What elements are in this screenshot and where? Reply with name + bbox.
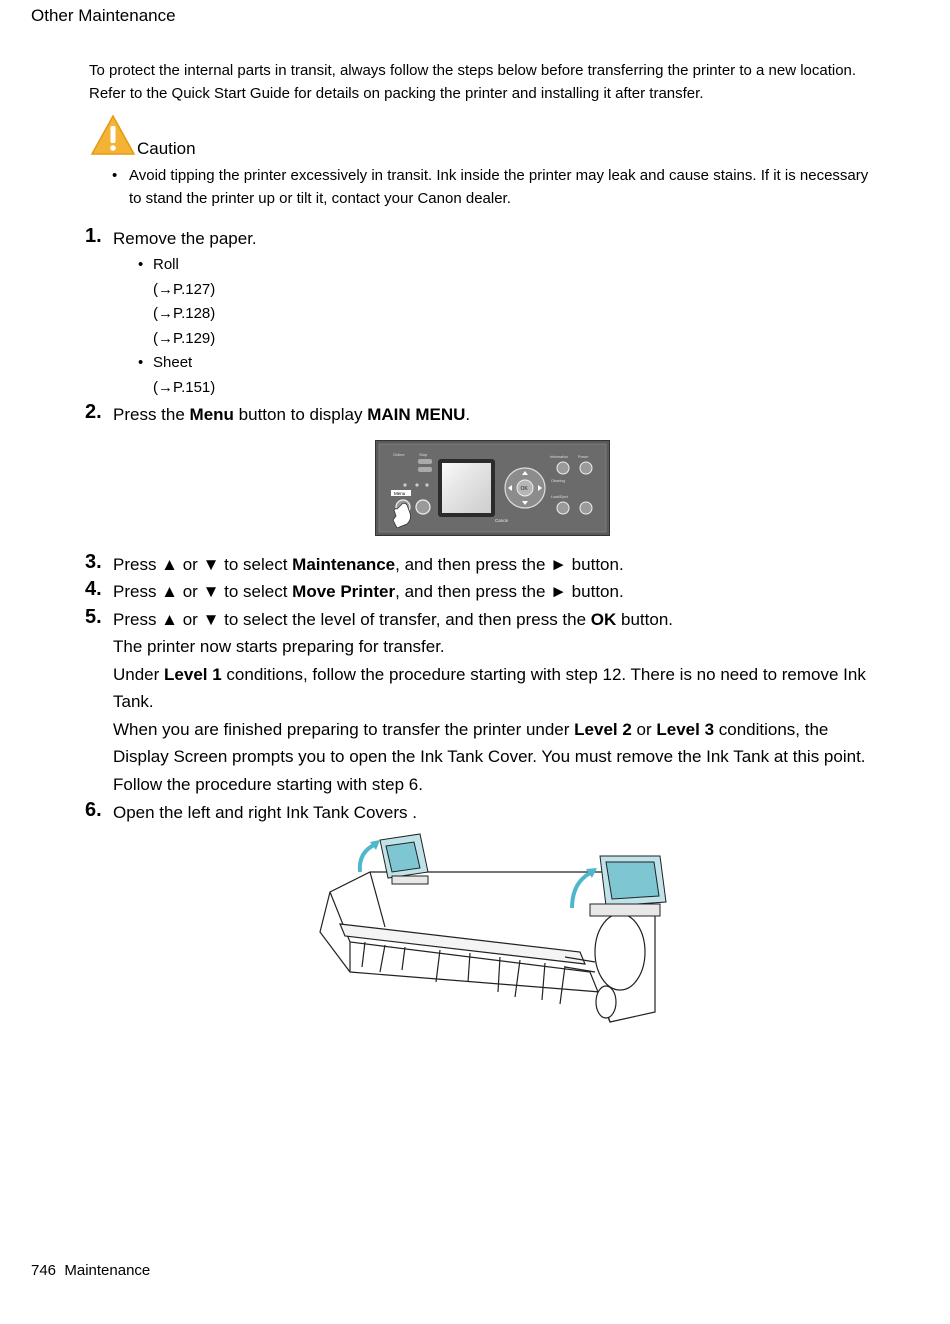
svg-text:Information: Information bbox=[550, 455, 568, 459]
step-5-details bbox=[113, 633, 883, 798]
warning-triangle-icon bbox=[90, 114, 136, 156]
step-text: Open the left and right Ink Tank Covers . bbox=[113, 803, 417, 822]
step-5-line-1: The printer now starts preparing for transfer. bbox=[113, 637, 445, 656]
page-reference-link[interactable]: (→P.127) bbox=[153, 280, 216, 298]
step-text: Press ▲ or ▼ to select the level of transfer, and then press the OK button. bbox=[113, 610, 673, 629]
page-header-section: Other Maintenance bbox=[31, 6, 176, 25]
step-5-line-2: Under Level 1 conditions, follow the procedure starting with step 12. There is no need to remove Ink Tank. bbox=[113, 664, 866, 711]
svg-text:Cleaning: Cleaning bbox=[551, 479, 566, 483]
step-text: Press ▲ or ▼ to select Maintenance, and then press the ► button. bbox=[113, 555, 624, 574]
step-text: Remove the paper. bbox=[113, 229, 257, 248]
control-panel-illustration bbox=[375, 440, 610, 536]
list-item-sheet: • Sheet bbox=[138, 354, 193, 371]
footer-section: Maintenance bbox=[64, 1262, 151, 1279]
caution-bullet-text: Avoid tipping the printer excessively in transit. Ink inside the printer may leak and cause stains. If it is necessary to stand the printer up or tilt it, contact your Canon dealer. bbox=[129, 167, 869, 207]
open-arrow-icon bbox=[360, 844, 376, 872]
svg-text:Power: Power bbox=[578, 455, 589, 459]
page-reference-link[interactable]: (→P.151) bbox=[153, 378, 216, 396]
svg-text:Load/Eject: Load/Eject bbox=[551, 495, 568, 499]
svg-text:OK: OK bbox=[520, 486, 528, 492]
page-reference-link[interactable]: (→P.129) bbox=[153, 329, 216, 347]
svg-text:Stop: Stop bbox=[419, 452, 428, 457]
step-5-line-3: When you are finished preparing to transfer the printer under Level 2 or Level 3 conditions, the Display Screen prompts you to open the Ink Tank Cover. You must remove the Ink Tank at this point. Follow the procedure starting with step 6. bbox=[113, 719, 866, 794]
step-text: Press the Menu button to display MAIN MENU. bbox=[113, 405, 471, 424]
page-number: 746 bbox=[31, 1262, 57, 1279]
step-number: 2. bbox=[85, 401, 102, 423]
page-reference-link[interactable]: (→P.128) bbox=[153, 305, 216, 322]
svg-text:Canon: Canon bbox=[495, 518, 509, 523]
caution-bullet bbox=[112, 164, 872, 210]
step-number: 4. bbox=[85, 578, 102, 600]
page-footer bbox=[31, 1262, 150, 1279]
caution-body bbox=[112, 164, 872, 210]
svg-text:Online: Online bbox=[393, 452, 405, 457]
roll-label: Roll bbox=[153, 256, 179, 273]
step-number: 5. bbox=[85, 606, 102, 628]
printer-ink-tank-covers-illustration bbox=[310, 832, 670, 1032]
step-text: Press ▲ or ▼ to select Move Printer, and then press the ► button. bbox=[113, 582, 624, 601]
svg-text:Menu: Menu bbox=[394, 491, 406, 496]
sheet-label: Sheet bbox=[153, 354, 193, 371]
bullet-dot: • bbox=[112, 167, 118, 184]
paper-type-list bbox=[138, 253, 215, 400]
step-number: 6. bbox=[85, 799, 102, 821]
step-number: 3. bbox=[85, 551, 102, 573]
step-number: 1. bbox=[85, 225, 102, 247]
caution-title: Caution bbox=[137, 139, 196, 158]
list-item-roll: • Roll bbox=[138, 256, 179, 273]
intro-paragraph: To protect the internal parts in transit, always follow the steps below before transferring the printer to a new location. Refer to the Quick Start Guide for details on packing the printer and installing it after transfer. bbox=[89, 62, 857, 102]
